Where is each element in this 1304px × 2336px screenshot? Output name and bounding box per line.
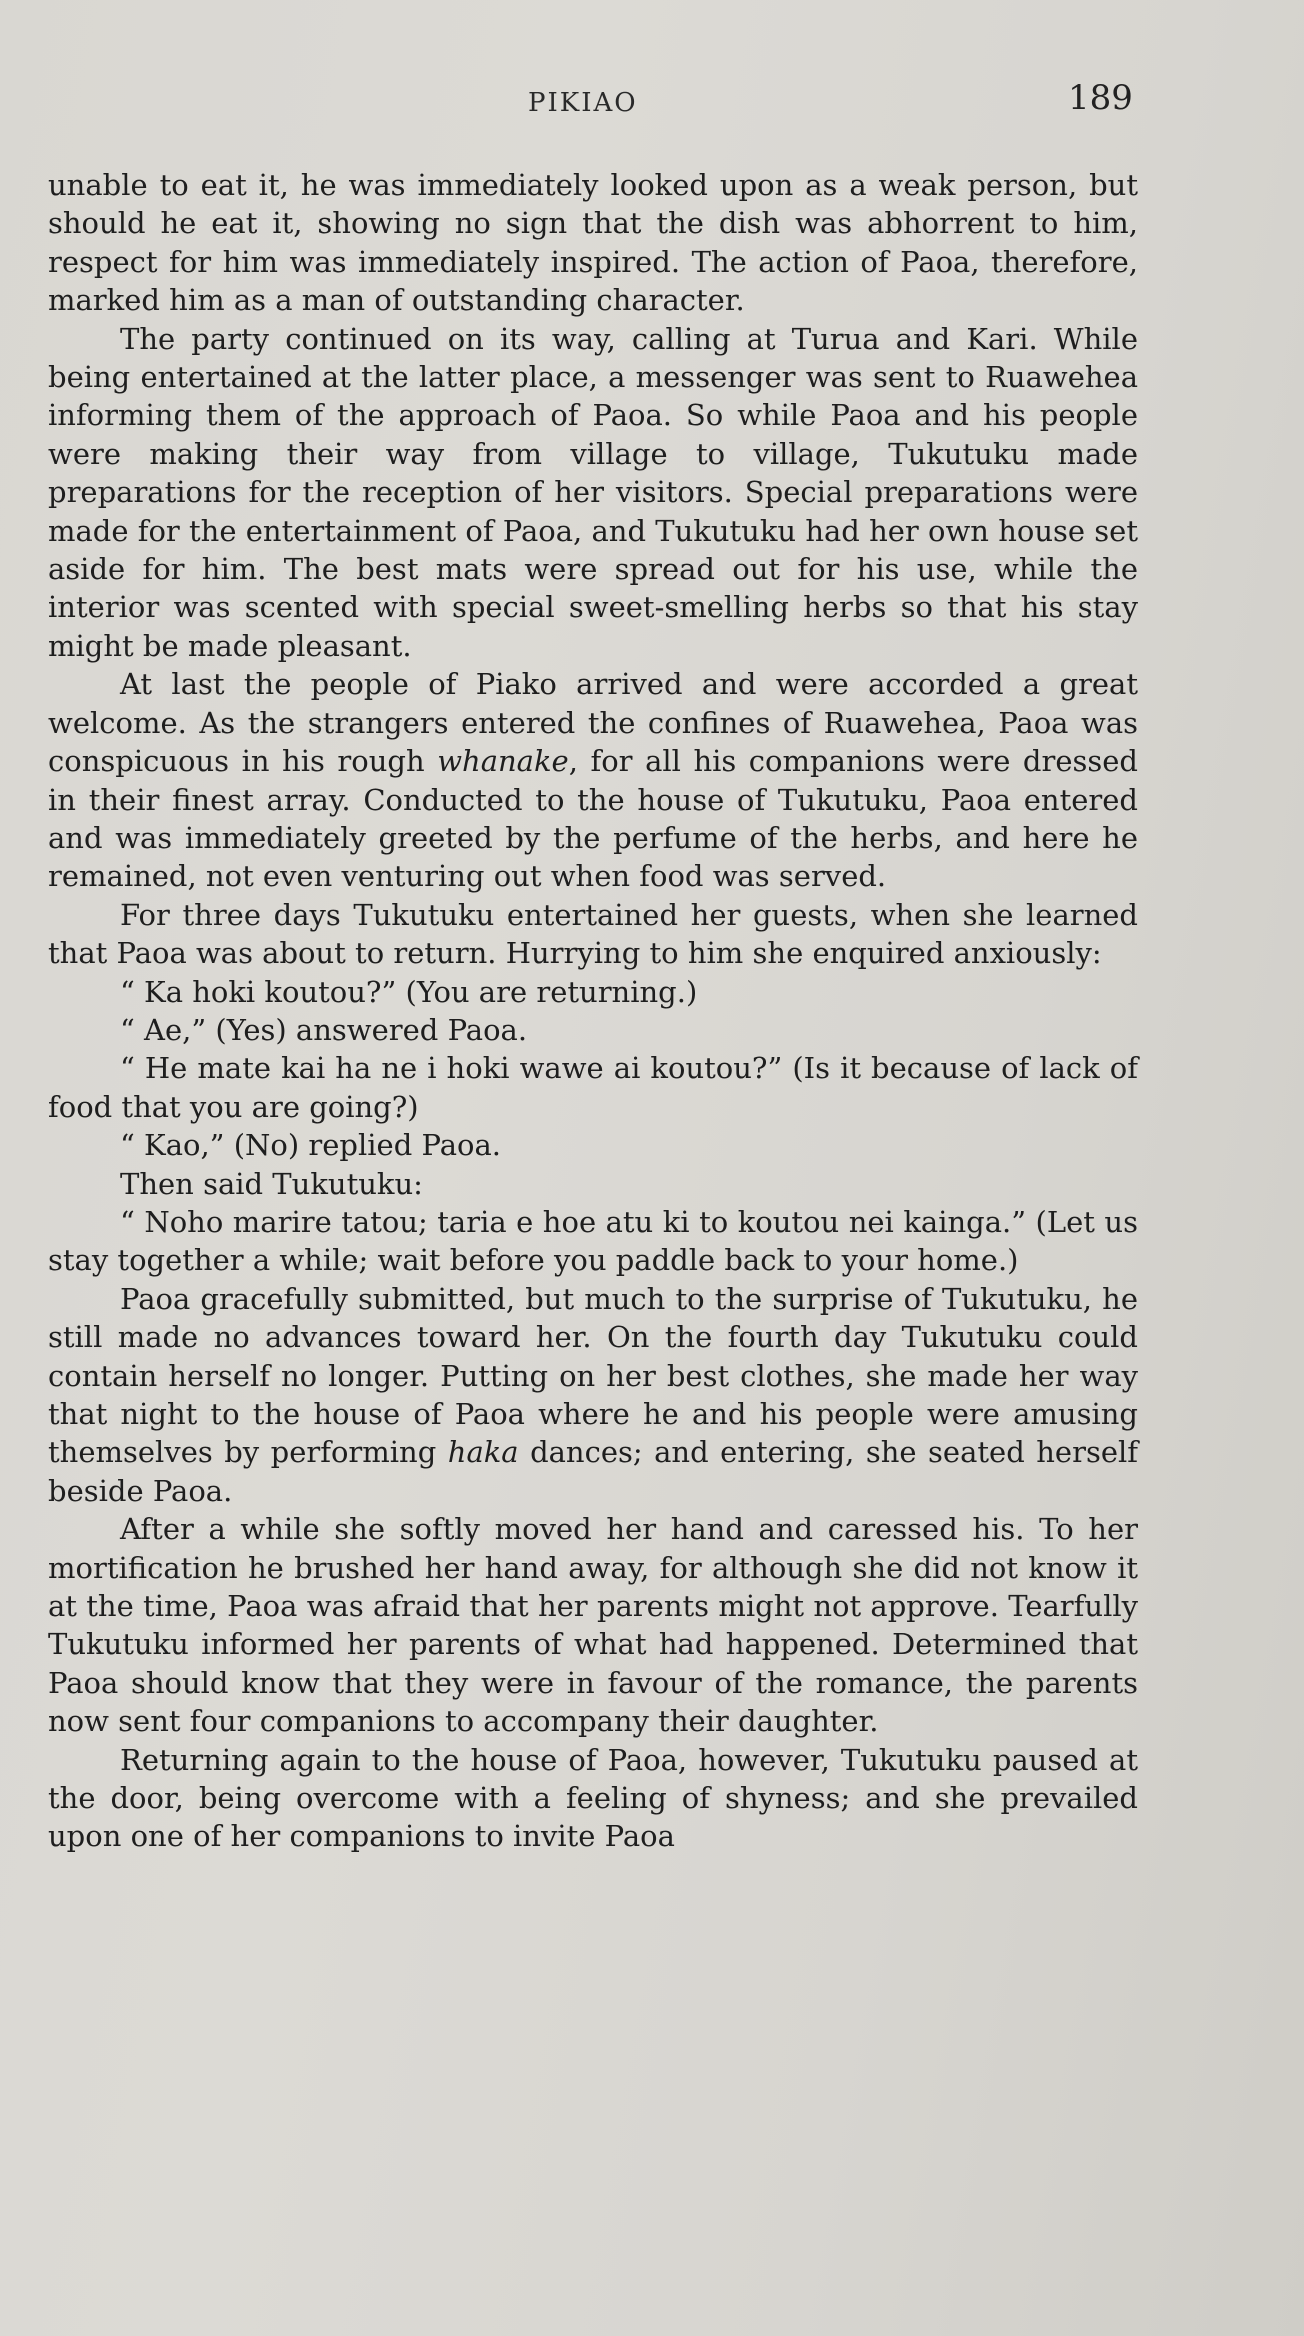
italic-term: whanake <box>437 744 569 779</box>
text-run: Then said Tukutuku: <box>120 1166 423 1201</box>
text-run: “ Kao,” (No) replied Paoa. <box>120 1128 501 1163</box>
text-run: At last the people of Piako arrived and were accorded a great welcome. As the strangers entered the confines of Ruawehea, Paoa was conspicuous in his rough <box>48 667 1138 779</box>
dialogue-line-2 <box>48 1011 1138 1049</box>
paragraph-2 <box>48 320 1138 666</box>
text-run: unable to eat it, he was immediately looked upon as a weak person, but should he eat it, showing no sign that the dish was abhorrent to him, respect for him was immediately inspired. The action of Paoa, therefore, marked him as a man of outstanding character. <box>48 168 1138 318</box>
paragraph-6 <box>48 1510 1138 1740</box>
dialogue-line-4 <box>48 1126 1138 1164</box>
running-head: PIKIAO <box>528 88 638 118</box>
text-run: “ He mate kai ha ne i hoki wawe ai koutou?” (Is it because of lack of food that you are going?) <box>48 1051 1138 1124</box>
dialogue-line-6 <box>48 1203 1138 1280</box>
text-run: “ Ka hoki koutou?” (You are returning.) <box>120 974 698 1009</box>
paragraph-4 <box>48 896 1138 973</box>
italic-term: haka <box>447 1435 519 1470</box>
text-run: The party continued on its way, calling at Turua and Kari. While being entertained at the latter place, a messenger was sent to Ruawehea informing them of the approach of Paoa. So while Paoa and his people were making their way from village to village, Tukutuku made preparations for the reception of her visitors. Special preparations were made for the entertainment of Paoa, and Tukutuku had her own house set aside for him. The best mats were spread out for his use, while the interior was scented with special sweet-smelling herbs so that his stay might be made pleasant. <box>48 321 1138 663</box>
text-run: “ Noho marire tatou; taria e hoe atu ki to koutou nei kainga.” (Let us stay together a while; wait before you paddle back to your home.) <box>48 1204 1138 1278</box>
page-number: 189 <box>1068 78 1133 118</box>
paragraph-1 <box>48 166 1138 320</box>
dialogue-line-1 <box>48 973 1138 1011</box>
text-run: “ Ae,” (Yes) answered Paoa. <box>120 1012 528 1047</box>
text-run: , for all his companions were dressed in their finest array. Conducted to the house of Tukutuku, Paoa entered and was immediately greeted by the perfume of the herbs, and here he remained, not even venturing out when food was served. <box>48 744 1138 894</box>
body-text <box>48 166 1138 1856</box>
text-run: Returning again to the house of Paoa, however, Tukutuku paused at the door, being overcome with a feeling of shyness; and she prevailed upon one of her companions to invite Paoa <box>48 1742 1138 1854</box>
paragraph-7 <box>48 1741 1138 1856</box>
dialogue-line-5 <box>48 1165 1138 1203</box>
paragraph-5 <box>48 1280 1138 1510</box>
dialogue-line-3 <box>48 1049 1138 1126</box>
text-run: dances; and entering, she seated herself beside Paoa. <box>48 1435 1138 1508</box>
text-run: For three days Tukutuku entertained her guests, when she learned that Paoa was about to return. Hurrying to him she enquired anxiously: <box>48 897 1138 971</box>
text-run: Paoa gracefully submitted, but much to the surprise of Tukutuku, he still made no advances toward her. On the fourth day Tukutuku could contain herself no longer. Putting on her best clothes, she made her way that night to the house of Paoa where he and his people were amusing themselves by performing <box>48 1281 1138 1470</box>
paragraph-3 <box>48 665 1138 895</box>
text-run: After a while she softly moved her hand and caressed his. To her mortification he brushed her hand away, for although she did not know it at the time, Paoa was afraid that her parents might not approve. Tearfully Tukutuku informed her parents of what had happened. Determined that Paoa should know that they were in favour of the romance, the parents now sent four companions to accompany their daughter. <box>48 1512 1138 1739</box>
page-header <box>0 78 1304 138</box>
